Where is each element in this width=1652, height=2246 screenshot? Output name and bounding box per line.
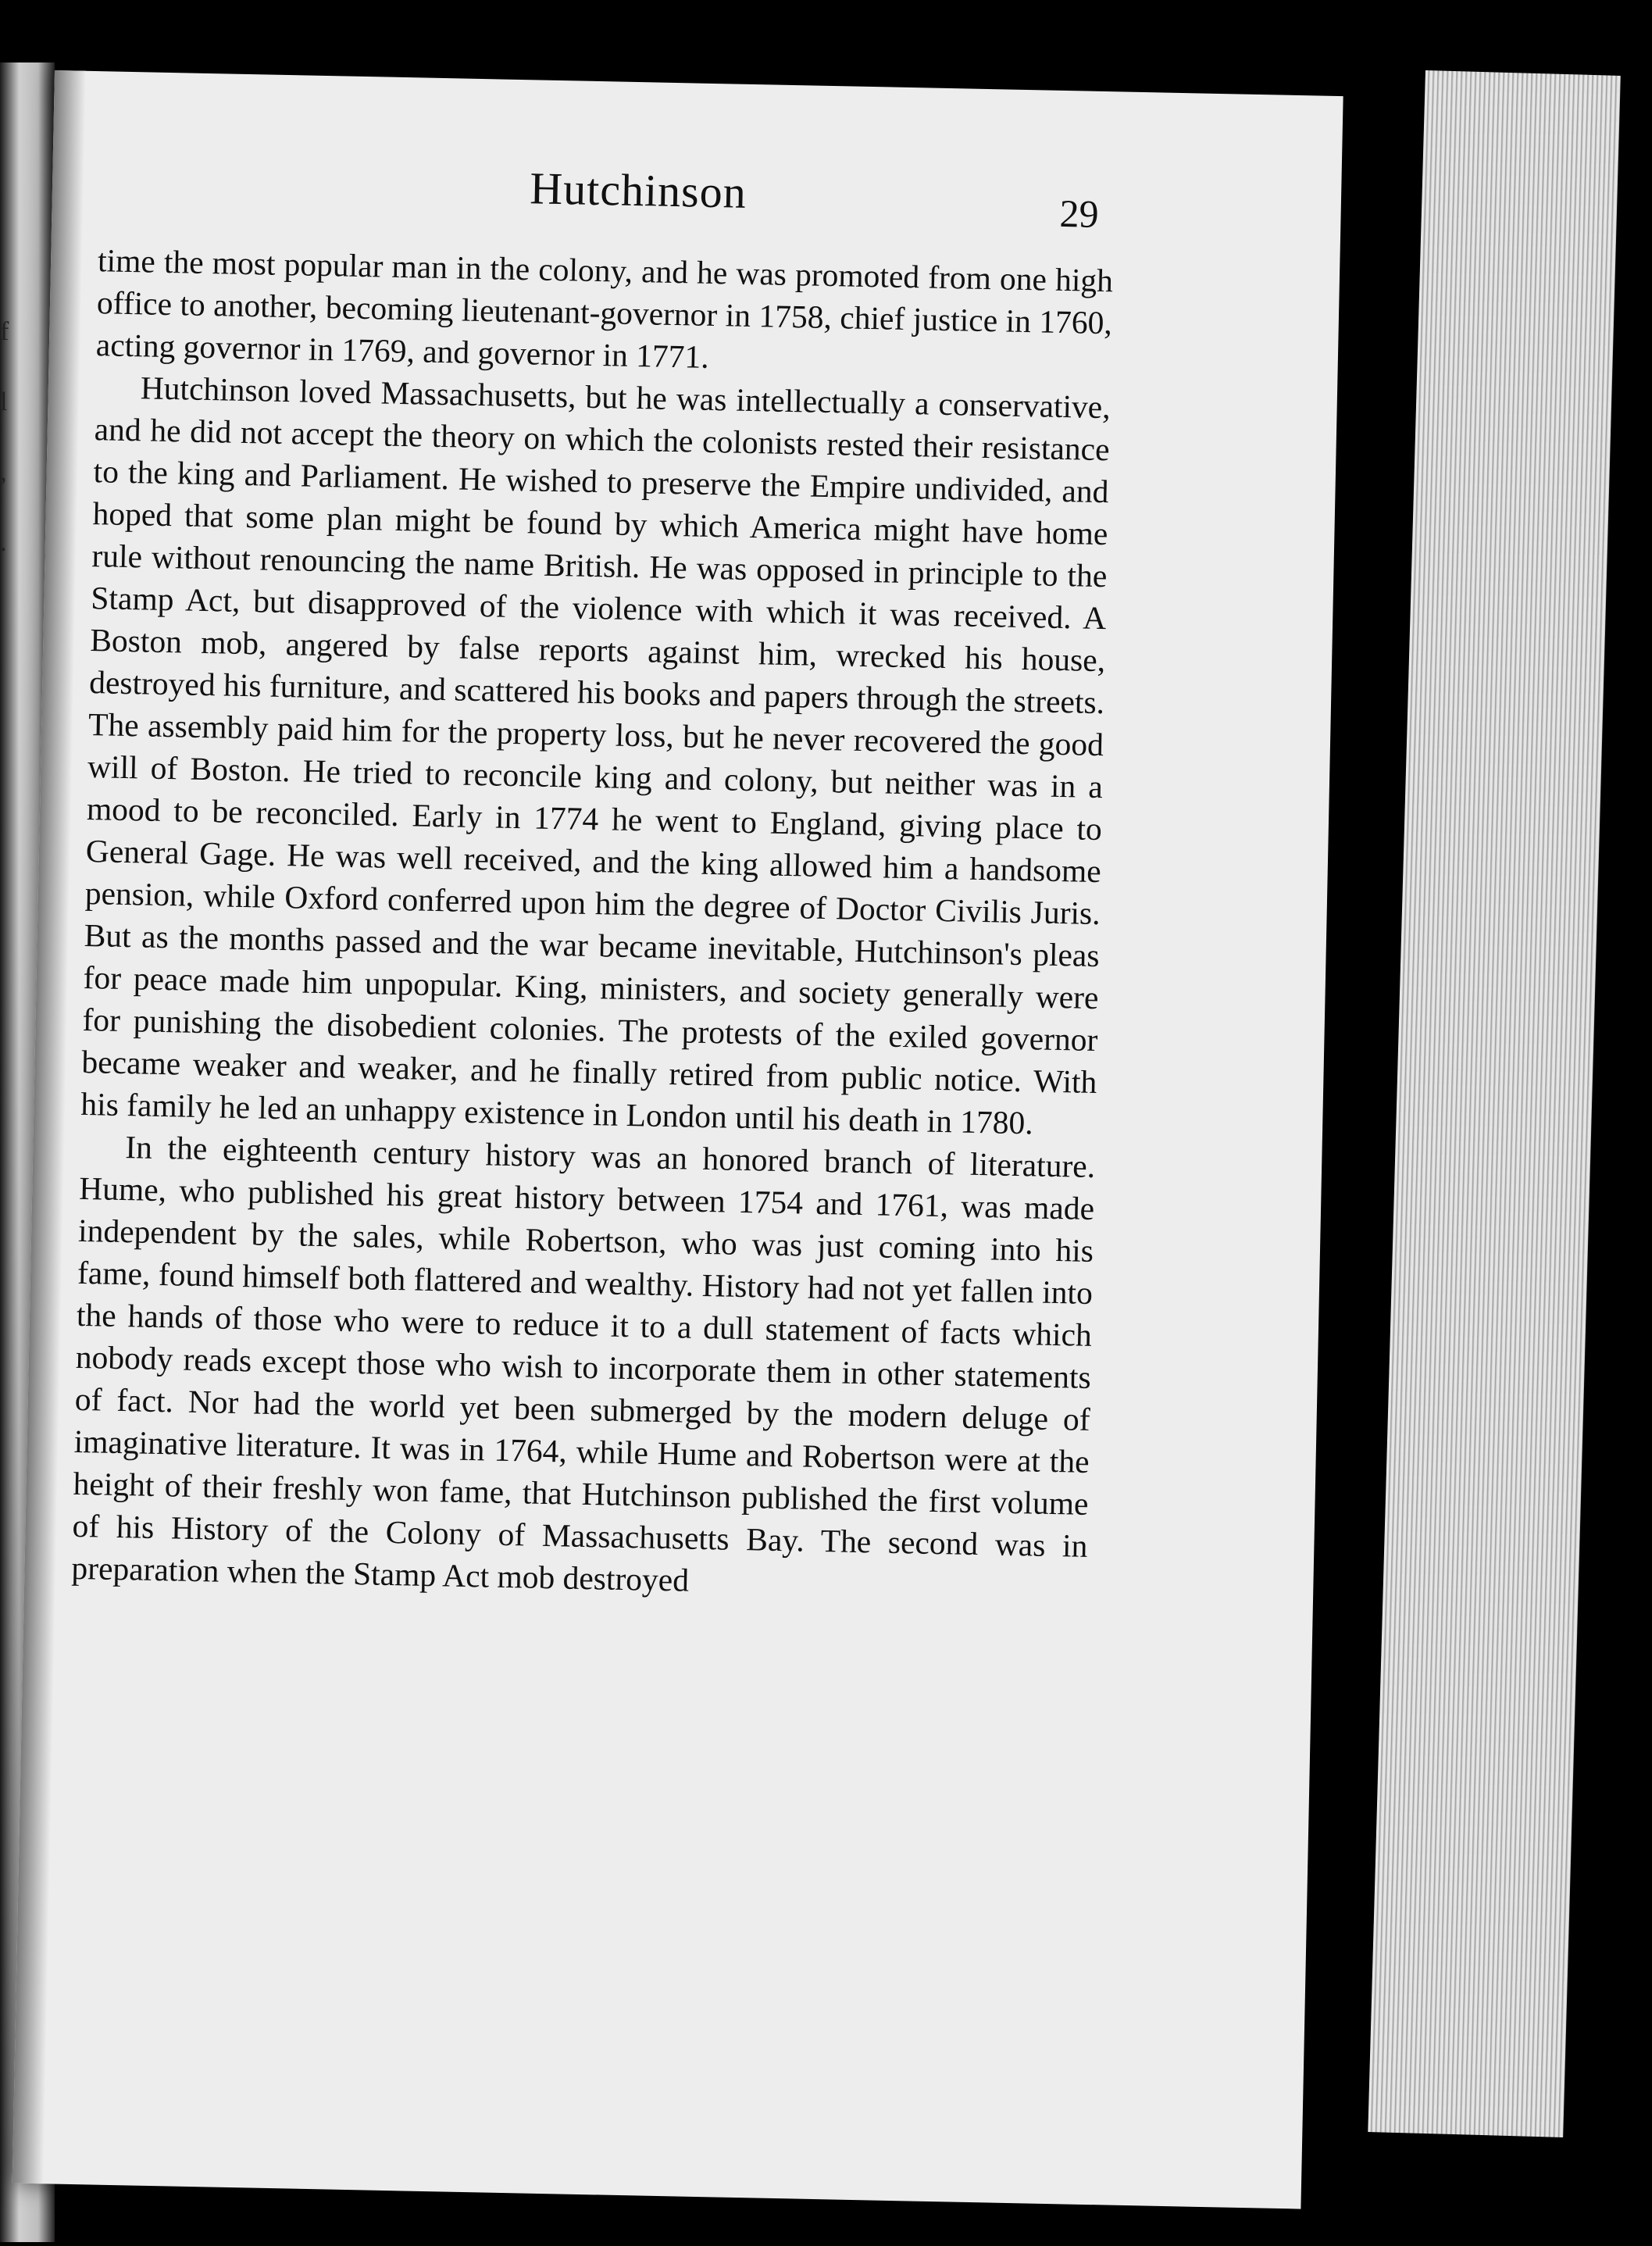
facing-mark: l <box>0 387 8 416</box>
paragraph: In the eighteenth century history was an honored branch of literature. Hume, who published his great history between 1754 and 1761, was made independent by the sales, while Robertson, who was just coming into his fame, found himself both flattered and wealthy. History had not yet fallen into the hands of those who were to reduce it to a dull statement of facts which nobody reads except those who wish to incorporate them in other statements of fact. Nor had the world yet been submerged by the modern deluge of imaginative literature. It was in 1764, while Hume and Robertson were at the height of their freshly won fame, that Hutchinson published the first volume of his History of the Colony of Massachusetts Bay. The second was in preparation when the Stamp Act mob destroyed <box>71 1129 1096 1598</box>
book-page <box>12 70 1343 2209</box>
paragraph-continued: time the most popular man in the colony, and he was promoted from one high office to another, becoming lieutenant-governor in 1758, chief justice in 1760, acting governor in 1769, and governor in 1771. <box>95 242 1114 375</box>
running-head: Hutchinson <box>529 162 748 218</box>
page-number: 29 <box>1059 191 1100 236</box>
facing-mark: f <box>0 317 9 346</box>
paragraph: Hutchinson loved Massachusetts, but he was intellectually a conservative, and he did not accept the theory on which the colonists rested their resistance to the king and Parliament. He wished to preserve the Empire undivided, and hoped that some plan might be found by which America might have home rule without renouncing the name British. He was opposed in principle to the Stamp Act, but disapproved of the violence with which it was received. A Boston mob, angered by false reports against him, wrecked his house, destroyed his furniture, and scattered his books and papers through the streets. The assembly paid him for the property loss, but he never recovered the good will of Boston. He tried to reconcile king and colony, but neither was in a mood to be reconciled. Early in 1774 he went to England, giving place to General Gage. He was well received, and the king allowed him a handsome pension, while Oxford conferred upon him the degree of Doctor Civilis Juris. But as the months passed and the war became inevitable, Hutchinson's pleas for peace made him unpopular. King, ministers, and society generally were for punishing the disobedient colonies. The protests of the exiled governor became weaker and weaker, and he finally retired from public notice. With his family he led an unhappy existence in London until his death in 1780. <box>80 370 1111 1141</box>
book-page-edges <box>1368 70 1621 2137</box>
body-text <box>71 239 1113 1609</box>
facing-mark: , <box>0 458 7 487</box>
facing-mark: . <box>0 528 7 557</box>
facing-page-marks <box>0 297 16 578</box>
